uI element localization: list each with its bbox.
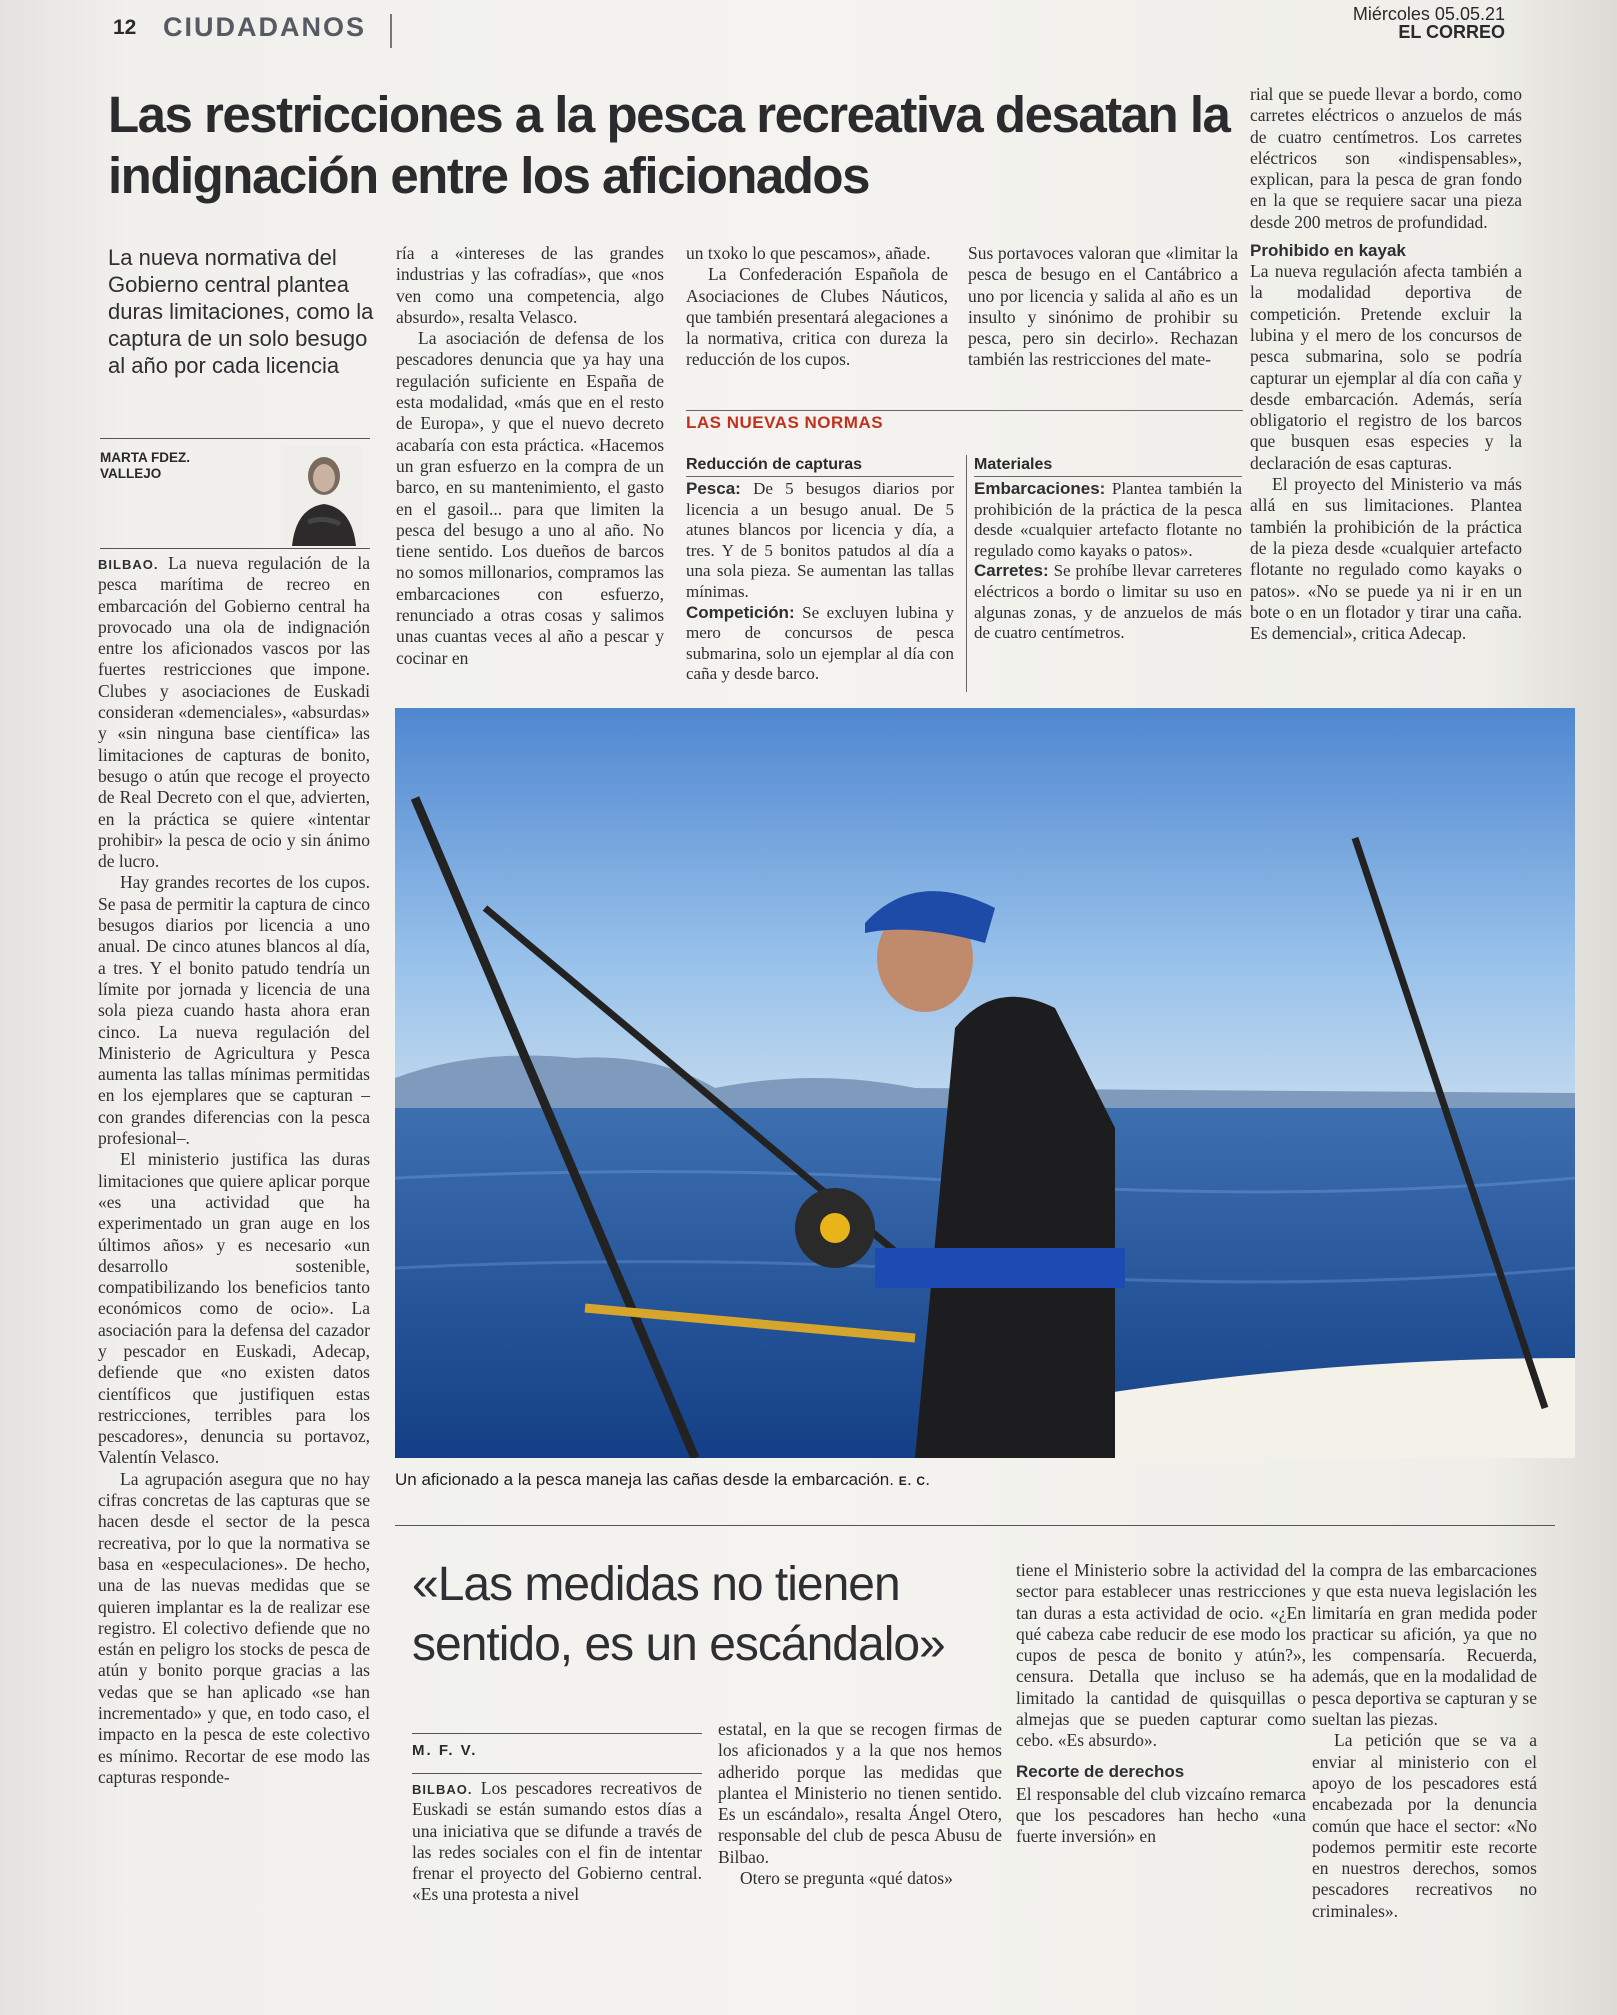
article-column-2 (396, 243, 664, 669)
secondary-article-rule (395, 1525, 1555, 1526)
headline: Las restricciones a la pesca recreativa desatan la indignación entre los aficionados (108, 86, 1230, 204)
paragraph: un txoko lo que pescamos», añade. (686, 243, 931, 263)
secondary-column-2 (718, 1719, 1002, 1889)
issue-date: Miércoles 05.05.21 (1352, 4, 1505, 24)
paragraph: La asociación de defensa de los pescadores denuncia que ya hay una regulación suficiente en España de esta modalidad, «más que en el resto de Europa», y que el nuevo decreto acabaría con esta práctica. «Hacemos un gran esfuerzo en la compra de un barco, en su mantenimiento, el gasto en el gasoil... para que limiten la pesca del besugo a uno al año. No tiene sentido. Los dueños de barcos no somos millonarios, compramos las embarcaciones con esfuerzo, renunciado a otras cosas y salimos unas cuantas veces al año a pescar y cocinar en (396, 328, 664, 668)
subheading: Recorte de derechos (1016, 1761, 1185, 1781)
box-text: Se excluyen lubina y mero de concursos de pesca submarina, solo un ejemplar al día con caña y desde barco. (686, 602, 954, 684)
author-photo (282, 446, 362, 546)
paragraph: El proyecto del Ministerio va más allá en sus limitaciones. Plantea también la prohibición de la práctica de la pieza desde «cualquier artefacto flotante no regulado como kayaks o patos». «No se puede ya ni ir en un bote o en un flotador y tirar una caña. Es demencial», critica Adecap. (1250, 474, 1522, 644)
paragraph: la compra de las embarcaciones y que esta nueva legislación les limitaría en gran medida poder practicar su afición, ya que no les compensaría. Recuerda, además, que en la modalidad de pesca deportiva se capturan y se sueltan las piezas. (1312, 1560, 1537, 1730)
article-column-1 (98, 553, 370, 1788)
box-left-column (686, 456, 954, 685)
paragraph: La agrupación asegura que no hay cifras concretas de las capturas que se hacen desde el sector de la pesca recreativa, por lo que la normativa se basa en «especulaciones». De hecho, una de las nuevas medidas que se quieren implantar es la de realizar ese registro. El colectivo defiende que no están en peligro los stocks de pesca de atún y bonito porque gracias a las vedas que se han aplicado «se han incrementado» y que, en todo caso, el impacto en la pesca de este colectivo es mínimo. Recortar de ese modo las capturas responde- (98, 1468, 370, 1787)
paragraph: Hay grandes recortes de los cupos. Se pasa de permitir la captura de cinco besugos diarios por licencia a uno anual. De cinco atunes blancos al día, a tres. Y el bonito patudo tendría un límite por jornada y licencia de una sola pieza cuando hasta ahora eran cinco. La nueva regulación del Ministerio de Agricultura y Pesca aumenta las tallas mínimas permitidas en los ejemplares que se capturan –con grandes diferencias con la pesca profesional–. (98, 872, 370, 1149)
paragraph: La nueva regulación afecta también a la modalidad deportiva de competición. Pretende excluir la lubina y el mero de los concursos de pesca submarina, solo se podría capturar un ejemplar al día con caña y desde embarcación. Además, sería obligatorio el registro de los barcos que busquen esas especies y la declaración de esas capturas. (1250, 261, 1522, 473)
dateline: BILBAO. (412, 1782, 473, 1797)
box-divider (966, 455, 967, 692)
header-divider (390, 14, 392, 48)
box-text: De 5 besugos diarios por licencia a un besugo anual. De 5 atunes blancos por licencia y día, a tres. Y de 5 bonitos patudos al día a una sola pieza. Se aumentan las tallas mínimas. (686, 479, 955, 601)
paragraph: La Confederación Española de Asociaciones de Clubes Náuticos, que también presentará alegaciones a la normativa, critica con dureza la reducción de los cupos. (686, 264, 948, 370)
box-title: LAS NUEVAS NORMAS (686, 413, 884, 432)
box-key: Competición: (686, 602, 795, 622)
subheading: Prohibido en kayak (1250, 241, 1406, 261)
page-number: 12 (113, 16, 137, 39)
secondary-column-1 (412, 1778, 702, 1906)
paragraph: ría a «intereses de las grandes industrias y las cofradías», que «nos ven como una competencia, algo absurdo», resalta Velasco. (396, 243, 664, 327)
paragraph: tiene el Ministerio sobre la actividad del sector para establecer unas restricciones tan duras a esta actividad de ocio. «¿En qué cabeza cabe reducir de ese modo los cupos de pesca de bonito y atún?», censura. Detalla que incluso se ha limitado la cantidad de quisquillas o almejas que se pueden capturar como cebo. «Es absurdo». (1016, 1560, 1306, 1751)
paragraph: rial que se puede llevar a bordo, como carretes eléctricos o anzuelos de más de cuatro centímetros. Los carretes eléctricos son «indispensables», explican, para la pesca de gran fondo en la que se requiere sacar una pieza desde 200 metros de profundidad. (1250, 84, 1522, 232)
paragraph: El ministerio justifica las duras limitaciones que quiere aplicar porque «es una actividad que ha experimentado un gran auge en los últimos años» y es necesario «un desarrollo sostenible, compatibilizando los beneficios tanto económicos como de ocio». La asociación para la defensa del cazador y pescador en Euskadi, Adecap, defiende que «no existen datos científicos que justifiquen estas restricciones, terribles para los pescadores», denuncia su portavoz, Valentín Velasco. (98, 1149, 370, 1468)
photo-caption (395, 1470, 1295, 1490)
box-subheading: Materiales (974, 456, 1242, 477)
paragraph: Sus portavoces valoran que «limitar la pesca de besugo en el Cantábrico a uno por licencia y salida al año es un insulto y sinónimo de prohibir su pesca, pero sin decirlo». Rechazan también las restricciones del mate- (968, 243, 1238, 370)
box-text: Plantea también la prohibición de la práctica de la pesca desde «cualquier artefacto flotante no regulado como kayaks o patos». (974, 479, 1242, 560)
paragraph: La nueva regulación de la pesca marítima de recreo en embarcación del Gobierno central ha provocado una ola de indignación entre los aficionados vascos por las fuertes restricciones que impone. Clubes y asociaciones de Euskadi consideran «demenciales», «absurdas» y «sin ninguna base científica» las limitaciones de capturas de bonito, besugo o atún que recoge el proyecto de Real Decreto con el que, advierten, en la práctica se quiere «intentar prohibir» la pesca de ocio y sin ánimo de lucro. (98, 553, 371, 872)
secondary-column-4 (1312, 1560, 1537, 1922)
box-key: Carretes: (974, 561, 1049, 581)
byline-bottom-rule (100, 548, 370, 549)
box-top-rule (686, 410, 1243, 411)
byline-bottom-rule (412, 1773, 702, 1774)
newspaper-name: EL CORREO (1398, 22, 1505, 42)
byline-rule (412, 1733, 702, 1734)
box-right-column (974, 456, 1242, 644)
caption-text: Un aficionado a la pesca maneja las cañas desde la embarcación. (395, 1470, 894, 1489)
byline-rule (100, 438, 370, 439)
paragraph: La petición que se va a enviar al ministerio con el apoyo de los pescadores está encabezada por la denuncia común que hace el sector: «No podemos permitir este recorte en nuestros derechos, somos pescadores recreativos no criminales». (1312, 1730, 1537, 1921)
section-name: CIUDADANOS (163, 12, 367, 42)
paragraph: El responsable del club vizcaíno remarca que los pescadores han hecho «una fuerte inversión» en (1016, 1783, 1306, 1847)
byline: MARTA FDEZ. VALLEJO (100, 450, 190, 481)
box-subheading: Reducción de capturas (686, 456, 954, 477)
secondary-headline: «Las medidas no tienen sentido, es un escándalo» (412, 1558, 945, 1671)
box-text: Se prohíbe llevar carreteres eléctricos a bordo o limitar su uso en algunas zonas, y de anzuelos de más de cuatro centímetros. (974, 561, 1242, 643)
byline: M. F. V. (412, 1742, 478, 1759)
main-photo (395, 708, 1575, 1458)
article-column-3 (686, 243, 948, 371)
paragraph: estatal, en la que se recogen firmas de los aficionados y a la que nos hemos adherido porque las medidas que plantea el Ministerio no tienen sentido. Es un escándalo», resalta Ángel Otero, responsable del club de pesca Abusu de Bilbao. (718, 1719, 1002, 1867)
paragraph: Otero se pregunta «qué datos» (740, 1868, 953, 1889)
photo-credit: E. C. (898, 1474, 931, 1488)
lead-text: La nueva normativa del Gobierno central plantea duras limitaciones, como la captura de un solo besugo al año por cada licencia (108, 245, 374, 378)
dateline: BILBAO. (98, 557, 159, 572)
box-key: Embarcaciones: (974, 479, 1106, 498)
article-column-4 (968, 243, 1238, 371)
secondary-column-3 (1016, 1560, 1306, 1848)
paragraph: Los pescadores recreativos de Euskadi se están sumando estos días a una iniciativa que se difunde a través de las redes sociales con el fin de intentar frenar el proyecto del Gobierno central. «Es una protesta a nivel (412, 1778, 702, 1905)
box-key: Pesca: (686, 479, 741, 498)
article-column-5 (1250, 84, 1522, 644)
